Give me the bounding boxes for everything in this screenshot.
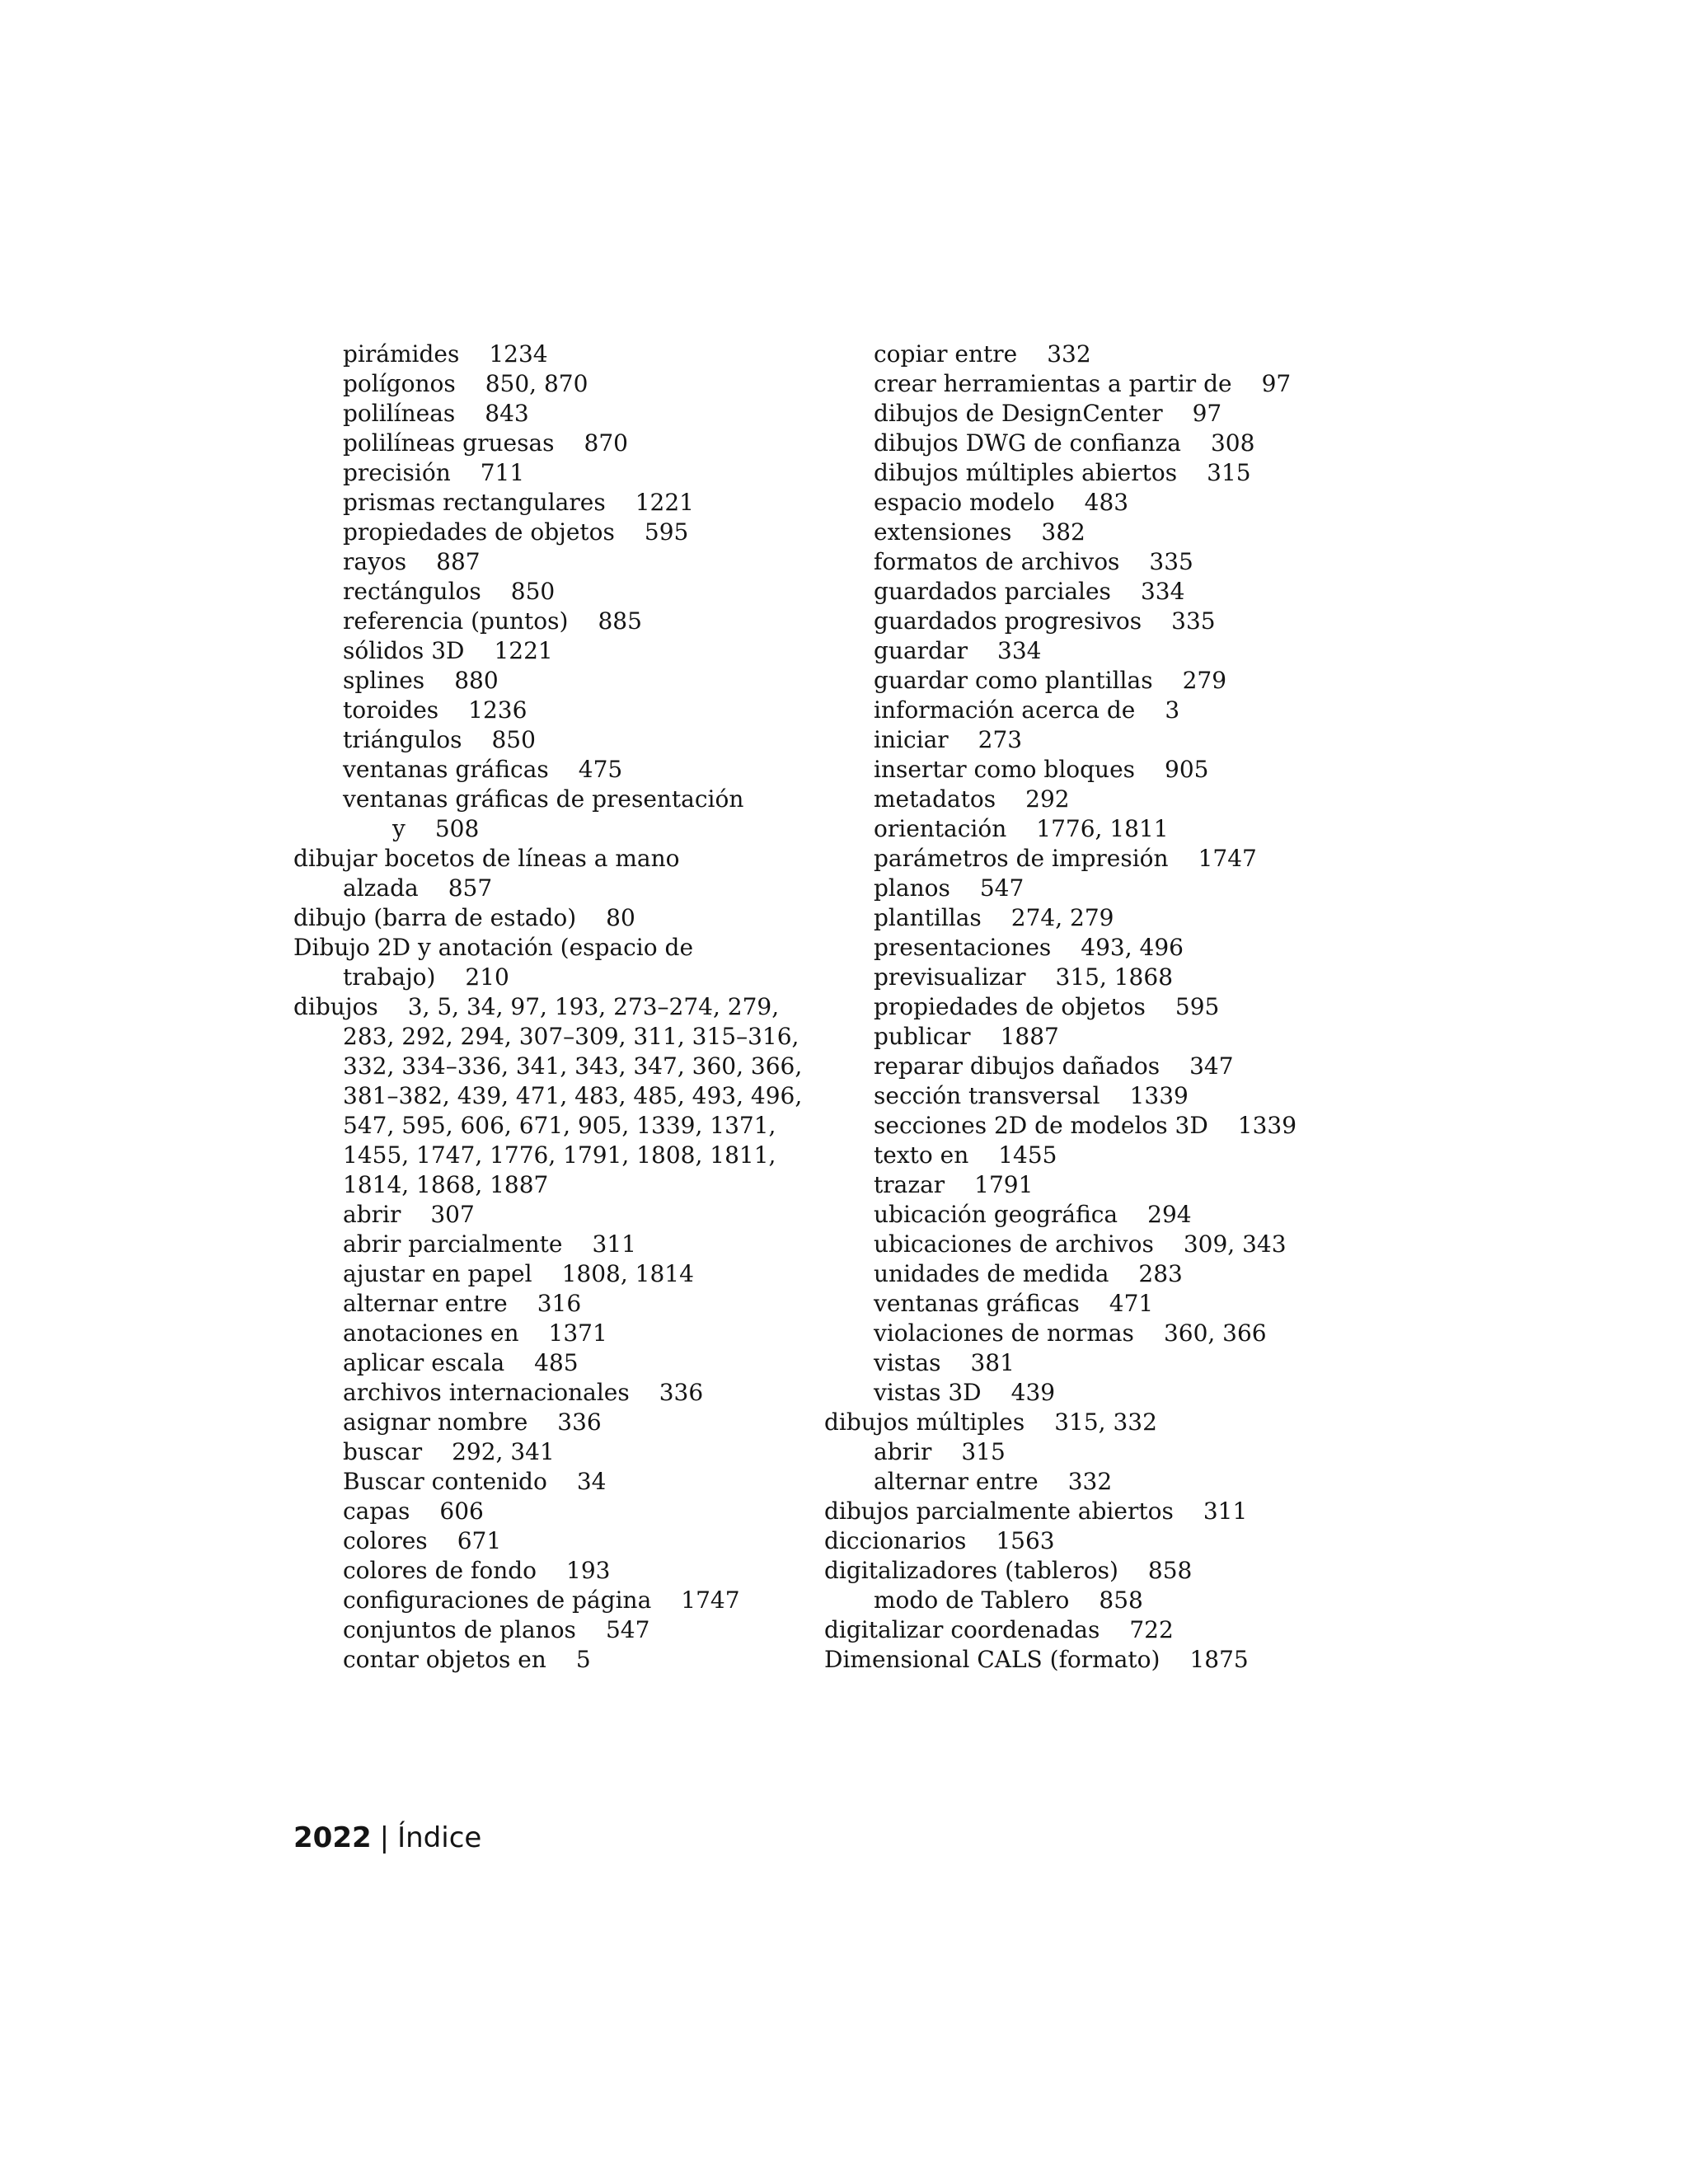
index-pages: 857	[448, 874, 493, 902]
index-entry	[824, 992, 1335, 1022]
index-pages: 858	[1147, 1557, 1193, 1584]
index-entry	[824, 1200, 1335, 1230]
index-entry	[293, 1259, 804, 1289]
index-pages: 1455	[998, 1141, 1057, 1169]
index-column-left	[293, 340, 804, 1675]
footer-separator: |	[379, 1821, 390, 1854]
index-entry	[293, 1319, 804, 1348]
index-pages: 595	[1175, 993, 1220, 1020]
index-entry	[824, 903, 1335, 933]
index-term: triángulos	[343, 726, 462, 753]
index-term: prismas rectangulares	[343, 489, 606, 516]
index-pages: 1339	[1237, 1112, 1297, 1139]
index-pages: 336	[557, 1408, 602, 1436]
index-pages: 336	[659, 1379, 704, 1406]
index-pages: 315	[961, 1438, 1006, 1465]
index-term: colores de fondo	[343, 1557, 537, 1584]
index-pages: 547	[605, 1616, 650, 1643]
index-pages: 1221	[494, 637, 553, 664]
index-pages: 292, 341	[452, 1438, 555, 1465]
index-pages: 307	[430, 1201, 475, 1228]
index-entry	[824, 1348, 1335, 1378]
index-pages: 595	[644, 518, 689, 546]
index-pages: 3, 5, 34, 97, 193, 273–274, 279, 283, 292, 294, 307–309, 311, 315–316, 332, 334–336, 341, 343, 347, 360, 366, 381–382, 439, 471, 483, 485, 493, 496, 547, 595, 606, 671, 905, 1339, 1371, 1455, 1747, 1776, 1791, 1808, 1811, 1814, 1868, 1887	[343, 993, 803, 1198]
index-term: insertar como bloques	[874, 756, 1136, 783]
index-term: rectángulos	[343, 578, 481, 605]
index-term: Dimensional CALS (formato)	[824, 1646, 1160, 1673]
index-term: trazar	[874, 1171, 945, 1198]
index-term: reparar dibujos dañados	[874, 1052, 1160, 1080]
index-pages: 97	[1192, 400, 1222, 427]
index-pages: 1221	[635, 489, 694, 516]
index-entry	[824, 547, 1335, 577]
index-term: alternar entre	[343, 1290, 508, 1317]
index-term: polígonos	[343, 370, 456, 397]
index-pages: 1236	[468, 696, 528, 724]
index-entry	[824, 1230, 1335, 1259]
index-entry	[824, 1170, 1335, 1200]
index-entry	[293, 1378, 804, 1408]
index-pages: 360, 366	[1163, 1319, 1267, 1347]
index-pages: 381	[970, 1349, 1015, 1376]
index-term: referencia (puntos)	[343, 607, 569, 635]
index-entry	[293, 696, 804, 725]
index-entry	[824, 1586, 1335, 1615]
index-pages: 315, 1868	[1055, 963, 1174, 991]
index-pages: 311	[592, 1230, 636, 1258]
index-pages: 485	[534, 1349, 579, 1376]
index-pages: 1563	[996, 1527, 1055, 1554]
index-entry	[824, 607, 1335, 636]
index-entry	[824, 1467, 1335, 1497]
index-pages: 850	[510, 578, 556, 605]
index-entry	[824, 1052, 1335, 1081]
index-term: alternar entre	[874, 1468, 1039, 1495]
index-entry	[293, 458, 804, 488]
index-term: Buscar contenido	[343, 1468, 547, 1495]
index-term: configuraciones de página	[343, 1586, 652, 1614]
index-pages: 3	[1165, 696, 1180, 724]
index-entry	[293, 518, 804, 547]
index-term: presentaciones	[874, 934, 1052, 961]
index-term: anotaciones en	[343, 1319, 519, 1347]
index-pages: 1747	[1198, 845, 1257, 872]
index-entry	[824, 518, 1335, 547]
index-term: pirámides	[343, 340, 460, 368]
index-term: dibujo (barra de estado)	[293, 904, 577, 931]
index-entry	[824, 1111, 1335, 1141]
index-entry	[824, 725, 1335, 755]
index-term: archivos internacionales	[343, 1379, 630, 1406]
index-pages: 880	[454, 667, 499, 694]
index-entry	[293, 844, 804, 903]
index-term: espacio modelo	[874, 489, 1055, 516]
index-entry	[293, 1200, 804, 1230]
index-entry	[824, 399, 1335, 429]
index-pages: 887	[436, 548, 481, 575]
index-entry	[824, 1319, 1335, 1348]
index-pages: 905	[1165, 756, 1209, 783]
index-entry	[293, 1437, 804, 1467]
index-pages: 311	[1203, 1497, 1248, 1525]
index-entry	[293, 399, 804, 429]
section-title: Índice	[397, 1821, 482, 1854]
index-entry	[824, 488, 1335, 518]
index-pages: 885	[598, 607, 642, 635]
index-entry	[824, 369, 1335, 399]
index-term: rayos	[343, 548, 407, 575]
index-term: abrir	[343, 1201, 401, 1228]
index-pages: 1747	[681, 1586, 740, 1614]
index-term: vistas	[874, 1349, 941, 1376]
index-pages: 475	[578, 756, 623, 783]
index-pages: 547	[979, 874, 1025, 902]
index-term: abrir parcialmente	[343, 1230, 563, 1258]
index-term: sólidos 3D	[343, 637, 465, 664]
index-pages: 1875	[1189, 1646, 1249, 1673]
page-footer	[293, 1819, 481, 1857]
index-entry	[293, 1348, 804, 1378]
index-entry	[293, 1556, 804, 1586]
index-entry	[293, 340, 804, 369]
index-term: dibujos de DesignCenter	[874, 400, 1163, 427]
index-pages: 316	[537, 1290, 582, 1317]
index-term: texto en	[874, 1141, 969, 1169]
index-entry	[824, 636, 1335, 666]
index-term: iniciar	[874, 726, 949, 753]
index-pages: 843	[485, 400, 529, 427]
index-term: contar objetos en	[343, 1646, 546, 1673]
index-pages: 193	[566, 1557, 611, 1584]
index-term: digitalizar coordenadas	[824, 1616, 1100, 1643]
index-term: información acerca de	[874, 696, 1136, 724]
index-term: crear herramientas a partir de	[874, 370, 1232, 397]
index-pages: 439	[1010, 1379, 1056, 1406]
index-entry	[293, 1497, 804, 1526]
index-pages: 273	[978, 726, 1023, 753]
index-pages: 1808, 1814	[561, 1260, 694, 1287]
index-entry	[293, 607, 804, 636]
index-pages: 283	[1138, 1260, 1183, 1287]
index-entry	[293, 755, 804, 785]
index-term: dibujar bocetos de líneas a mano alzada	[293, 845, 680, 902]
page-number: 2022	[293, 1821, 372, 1854]
index-entry	[824, 1378, 1335, 1408]
index-term: metadatos	[874, 785, 996, 813]
index-pages: 1887	[1000, 1023, 1059, 1050]
index-term: guardados progresivos	[874, 607, 1142, 635]
index-entry	[293, 1615, 804, 1645]
index-entry	[293, 547, 804, 577]
index-pages: 858	[1099, 1586, 1143, 1614]
index-term: plantillas	[874, 904, 982, 931]
index-term: splines	[343, 667, 425, 694]
index-term: violaciones de normas	[874, 1319, 1134, 1347]
index-term: toroides	[343, 696, 439, 724]
index-pages: 483	[1084, 489, 1129, 516]
index-entry	[824, 785, 1335, 814]
index-term: abrir	[874, 1438, 932, 1465]
index-pages: 1371	[548, 1319, 607, 1347]
index-term: planos	[874, 874, 950, 902]
index-entry	[824, 1289, 1335, 1319]
index-pages: 335	[1171, 607, 1216, 635]
index-term: aplicar escala	[343, 1349, 505, 1376]
index-pages: 471	[1109, 1290, 1154, 1317]
index-entry	[293, 369, 804, 399]
index-entry	[824, 1497, 1335, 1526]
index-term: dibujos múltiples	[824, 1408, 1025, 1436]
index-term: dibujos DWG de confianza	[874, 429, 1181, 457]
index-term: ubicaciones de archivos	[874, 1230, 1154, 1258]
index-pages: 210	[465, 963, 509, 991]
index-term: copiar entre	[874, 340, 1018, 368]
index-entry	[293, 933, 804, 992]
index-term: ventanas gráficas de presentación y	[343, 785, 744, 842]
index-term: orientación	[874, 815, 1007, 842]
index-pages: 850	[491, 726, 536, 753]
index-pages: 315	[1207, 459, 1251, 486]
index-term: previsualizar	[874, 963, 1026, 991]
index-entry	[824, 1437, 1335, 1467]
index-pages: 508	[434, 815, 480, 842]
index-entry	[824, 755, 1335, 785]
index-term: parámetros de impresión	[874, 845, 1169, 872]
index-entry	[824, 844, 1335, 874]
index-term: guardar como plantillas	[874, 667, 1153, 694]
index-term: secciones 2D de modelos 3D	[874, 1112, 1208, 1139]
index-pages: 309, 343	[1183, 1230, 1287, 1258]
index-entry	[824, 429, 1335, 458]
index-pages: 80	[606, 904, 635, 931]
index-term: extensiones	[874, 518, 1012, 546]
index-term: dibujos parcialmente abiertos	[824, 1497, 1174, 1525]
index-pages: 671	[457, 1527, 502, 1554]
index-entry	[293, 1467, 804, 1497]
index-term: ventanas gráficas	[343, 756, 549, 783]
index-entry	[824, 814, 1335, 844]
index-term: ajustar en papel	[343, 1260, 532, 1287]
index-pages: 279	[1182, 667, 1227, 694]
index-term: buscar	[343, 1438, 423, 1465]
index-entry	[824, 1615, 1335, 1645]
index-term: colores	[343, 1527, 428, 1554]
index-pages: 334	[997, 637, 1042, 664]
index-term: polilíneas gruesas	[343, 429, 555, 457]
index-entry	[293, 577, 804, 607]
index-entry	[824, 874, 1335, 903]
index-pages: 334	[1140, 578, 1185, 605]
index-pages: 292	[1025, 785, 1070, 813]
index-pages: 711	[480, 459, 525, 486]
index-term: conjuntos de planos	[343, 1616, 576, 1643]
index-entry	[824, 666, 1335, 696]
index-entry	[293, 785, 804, 844]
index-entry	[824, 1081, 1335, 1111]
index-pages: 97	[1261, 370, 1292, 397]
index-entry	[824, 1022, 1335, 1052]
index-pages: 1339	[1129, 1082, 1189, 1109]
index-pages: 722	[1129, 1616, 1174, 1643]
index-term: polilíneas	[343, 400, 456, 427]
index-entry	[824, 696, 1335, 725]
index-term: diccionarios	[824, 1527, 967, 1554]
index-pages: 493, 496	[1081, 934, 1184, 961]
index-pages: 5	[575, 1646, 591, 1673]
index-entry	[293, 1230, 804, 1259]
index-pages: 332	[1047, 340, 1091, 368]
index-term: capas	[343, 1497, 410, 1525]
index-term: digitalizadores (tableros)	[824, 1557, 1118, 1584]
index-entry	[293, 1645, 804, 1675]
index-entry	[293, 1526, 804, 1556]
index-pages: 332	[1067, 1468, 1113, 1495]
index-entry	[293, 903, 804, 933]
index-entry	[824, 1259, 1335, 1289]
index-pages: 315, 332	[1054, 1408, 1157, 1436]
index-term: ventanas gráficas	[874, 1290, 1080, 1317]
index-entry	[293, 1289, 804, 1319]
index-term: dibujos múltiples abiertos	[874, 459, 1178, 486]
index-entry	[293, 1586, 804, 1615]
index-entry	[824, 933, 1335, 963]
index-term: guardados parciales	[874, 578, 1111, 605]
index-term: vistas 3D	[874, 1379, 982, 1406]
index-entry	[293, 429, 804, 458]
index-pages: 347	[1189, 1052, 1234, 1080]
index-term: precisión	[343, 459, 451, 486]
index-term: asignar nombre	[343, 1408, 528, 1436]
index-entry	[824, 1408, 1335, 1437]
index-entry	[293, 666, 804, 696]
index-term: dibujos	[293, 993, 378, 1020]
index-pages: 294	[1147, 1201, 1192, 1228]
index-pages: 308	[1210, 429, 1255, 457]
index-term: formatos de archivos	[874, 548, 1120, 575]
index-entry	[824, 1556, 1335, 1586]
index-entry	[824, 577, 1335, 607]
index-pages: 1791	[974, 1171, 1034, 1198]
index-entry	[293, 992, 804, 1200]
index-pages: 382	[1041, 518, 1085, 546]
index-term: ubicación geográfica	[874, 1201, 1118, 1228]
index-entry	[293, 488, 804, 518]
index-pages: 274, 279	[1010, 904, 1114, 931]
index-entry	[293, 1408, 804, 1437]
index-entry	[824, 340, 1335, 369]
index-pages: 335	[1149, 548, 1193, 575]
index-term: guardar	[874, 637, 968, 664]
index-pages: 1234	[489, 340, 548, 368]
index-column-right	[824, 340, 1335, 1675]
index-entry	[293, 636, 804, 666]
index-entry	[293, 725, 804, 755]
index-pages: 850, 870	[485, 370, 588, 397]
index-pages: 1776, 1811	[1036, 815, 1169, 842]
index-term: sección transversal	[874, 1082, 1100, 1109]
index-entry	[824, 963, 1335, 992]
index-entry	[824, 1645, 1335, 1675]
index-term: publicar	[874, 1023, 971, 1050]
index-entry	[824, 1526, 1335, 1556]
index-term: Dibujo 2D y anotación (espacio de trabajo)	[293, 934, 694, 991]
index-pages: 34	[576, 1468, 607, 1495]
index-term: propiedades de objetos	[343, 518, 615, 546]
index-entry	[824, 1141, 1335, 1170]
index-term: modo de Tablero	[874, 1586, 1070, 1614]
index-entry	[824, 458, 1335, 488]
index-pages: 870	[584, 429, 628, 457]
index-term: propiedades de objetos	[874, 993, 1146, 1020]
index-pages: 606	[439, 1497, 484, 1525]
index-term: unidades de medida	[874, 1260, 1109, 1287]
